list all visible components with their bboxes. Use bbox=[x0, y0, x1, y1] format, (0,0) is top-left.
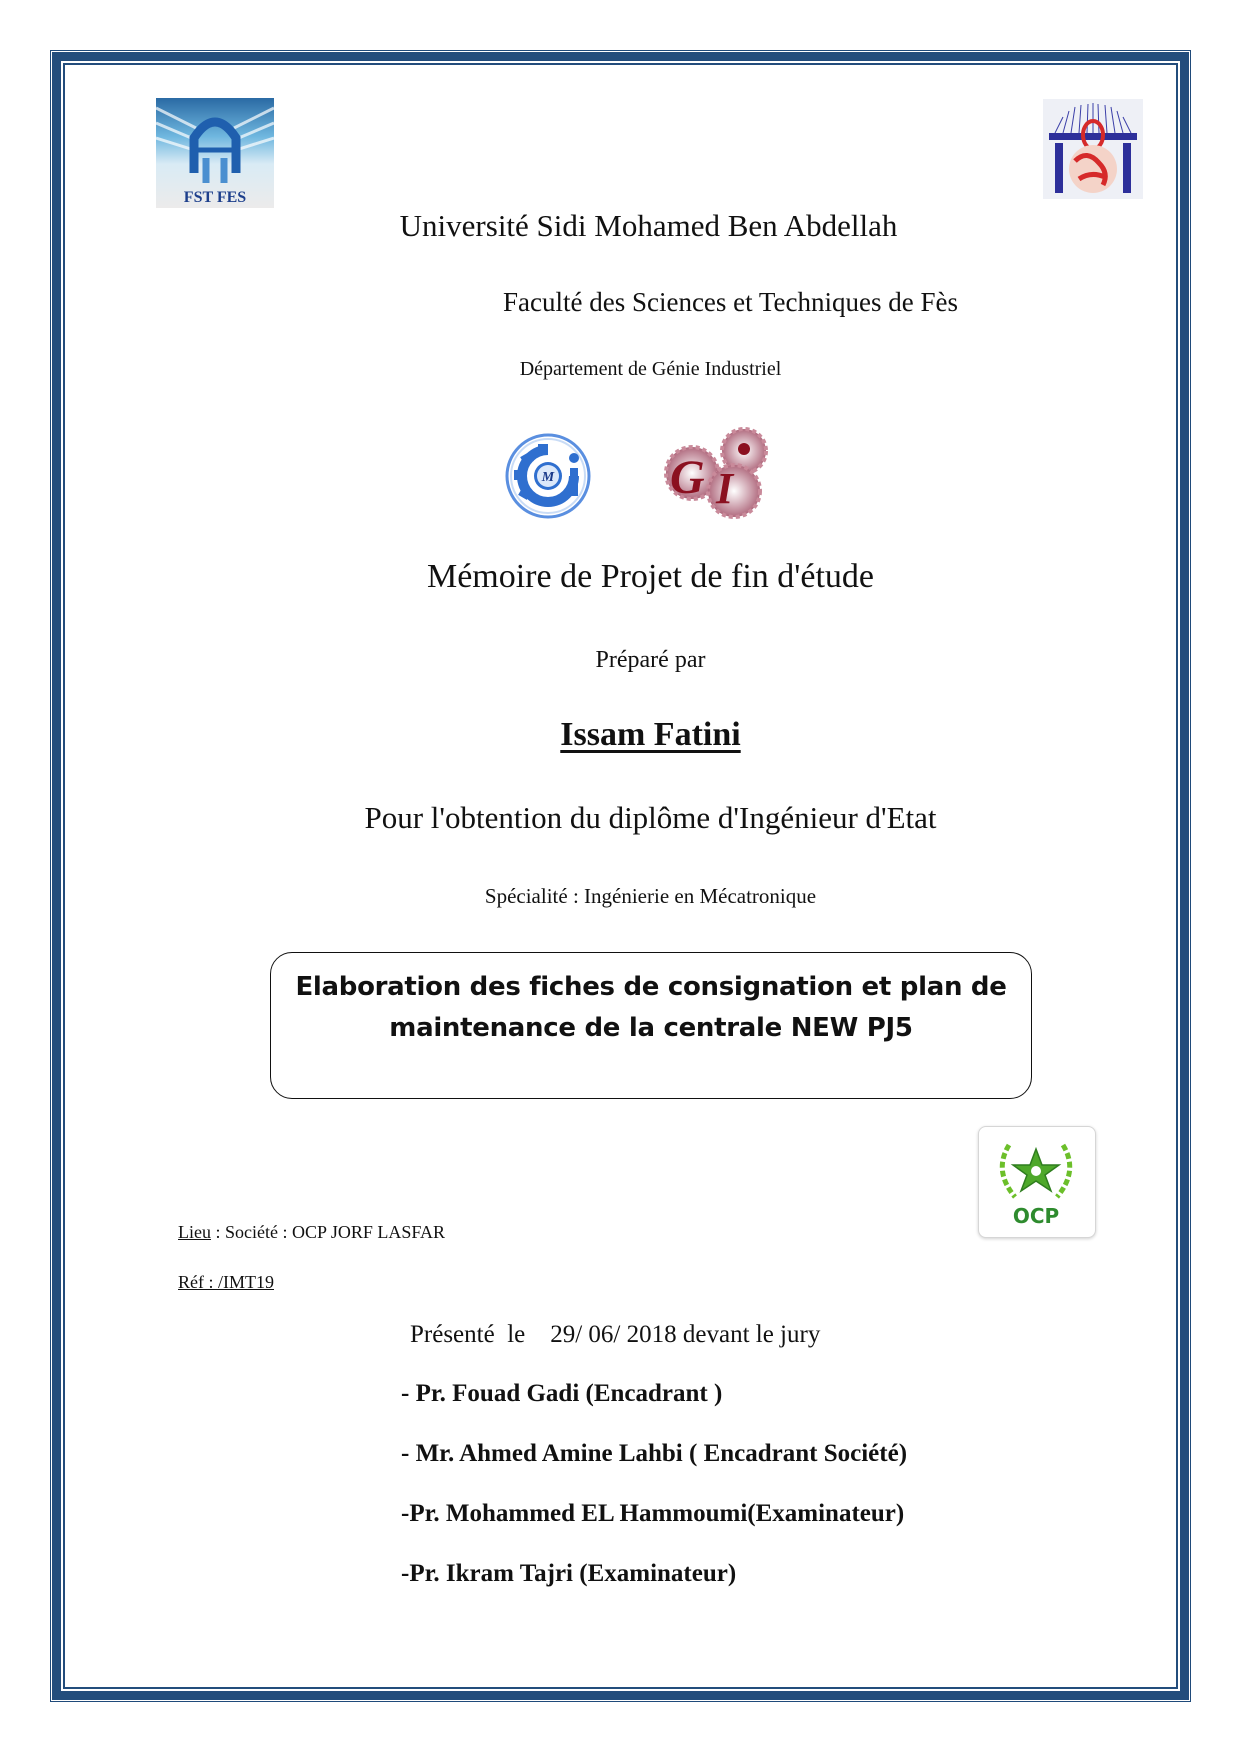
specialty: Spécialité : Ingénierie en Mécatronique bbox=[484, 884, 817, 908]
faculty-name: Faculté des Sciences et Techniques de Fès bbox=[503, 287, 958, 317]
university-emblem-icon bbox=[1043, 99, 1143, 199]
ocp-logo bbox=[978, 1126, 1096, 1238]
svg-text:OCP: OCP bbox=[1012, 1204, 1060, 1228]
svg-text:I: I bbox=[716, 464, 734, 513]
svg-text:FST FES: FST FES bbox=[183, 189, 247, 206]
degree-purpose: Pour l'obtention du diplôme d'Ingénieur d'Etat bbox=[364, 800, 937, 835]
reference-line bbox=[178, 1272, 274, 1293]
presentation-date: Présenté le 29/ 06/ 2018 devant le jury bbox=[410, 1321, 821, 1348]
department-name: Département de Génie Industriel bbox=[519, 358, 782, 380]
university-name: Université Sidi Mohamed Ben Abdellah bbox=[399, 208, 898, 243]
genie-industriel-logo bbox=[660, 425, 770, 523]
prepared-by-label: Préparé par bbox=[595, 647, 706, 673]
project-title-line-1: Elaboration des fiches de consignation et plan de bbox=[295, 972, 1007, 1002]
reference-value: Réf : /IMT19 bbox=[178, 1272, 274, 1292]
location-value: : Société : OCP JORF LASFAR bbox=[211, 1222, 446, 1242]
mechatronics-logo bbox=[500, 432, 596, 520]
gear-m-icon bbox=[500, 432, 596, 520]
ocp-star-wreath-icon bbox=[979, 1127, 1093, 1235]
project-title-box bbox=[270, 952, 1032, 1099]
usmba-logo bbox=[1043, 99, 1143, 199]
fst-arch-icon bbox=[156, 98, 274, 208]
project-title bbox=[271, 967, 1031, 1049]
jury-member: -Pr. Ikram Tajri (Examinateur) bbox=[401, 1560, 737, 1587]
document-type: Mémoire de Projet de fin d'étude bbox=[426, 558, 875, 595]
author-name: Issam Fatini bbox=[560, 716, 741, 753]
location-line bbox=[178, 1222, 445, 1243]
project-title-line-2: maintenance de la centrale NEW PJ5 bbox=[389, 1013, 913, 1043]
fst-fes-logo bbox=[156, 98, 274, 208]
jury-member: -Pr. Mohammed EL Hammoumi(Examinateur) bbox=[401, 1500, 905, 1527]
jury-member: - Pr. Fouad Gadi (Encadrant ) bbox=[401, 1380, 723, 1407]
jury-member: - Mr. Ahmed Amine Lahbi ( Encadrant Société) bbox=[401, 1440, 908, 1467]
gears-gi-icon bbox=[660, 425, 770, 523]
svg-text:G: G bbox=[670, 451, 705, 504]
svg-text:M: M bbox=[541, 470, 555, 485]
location-label: Lieu bbox=[178, 1222, 211, 1242]
